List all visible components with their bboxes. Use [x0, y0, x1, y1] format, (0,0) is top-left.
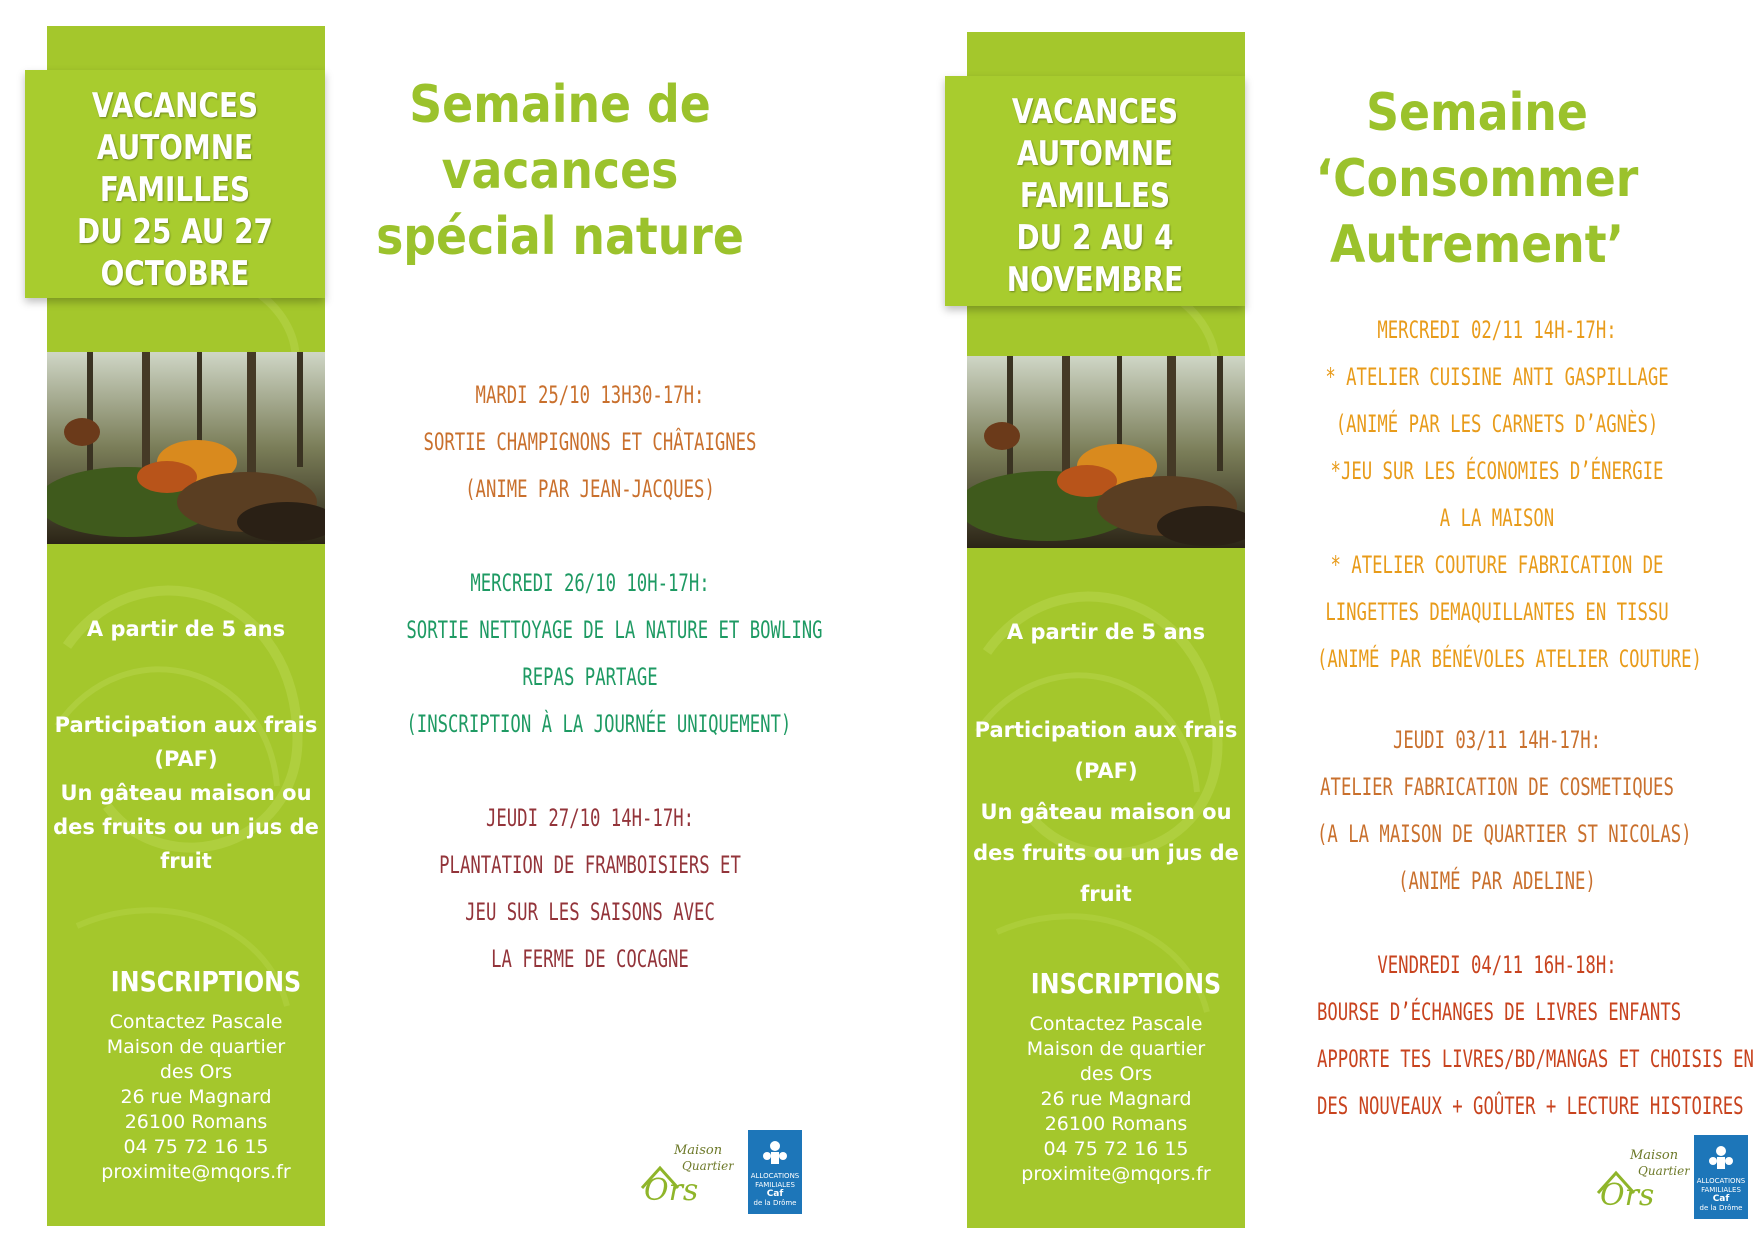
contact-line: Contactez Pascale — [109, 1011, 283, 1033]
event-line: (A LA MAISON DE QUARTIER ST NICOLAS) — [1317, 820, 1692, 848]
event-line: JEUDI 27/10 14H-17H: — [485, 804, 695, 832]
event-line: (ANIMÉ PAR LES CARNETS D’AGNÈS) — [1335, 410, 1659, 438]
event-line: JEU SUR LES SAISONS AVEC — [465, 898, 715, 926]
event-line: LA FERME DE COCAGNE — [491, 945, 689, 973]
forest-photo — [47, 352, 325, 544]
caf-line: FAMILIALES — [755, 1181, 795, 1189]
svg-text:Quartier: Quartier — [682, 1159, 734, 1173]
maison-quartier-logo — [638, 1138, 734, 1204]
banner-line: AUTOMNE — [1016, 134, 1174, 174]
contact-line: des Ors — [159, 1061, 233, 1083]
event-line: SORTIE NETTOYAGE DE LA NATURE ET BOWLING — [406, 616, 823, 644]
event-thursday — [1247, 717, 1747, 905]
event-line: BOURSE D’ÉCHANGES DE LIVRES ENFANTS — [1317, 998, 1682, 1026]
event-line: (ANIMÉ PAR BÉNÉVOLES ATELIER COUTURE) — [1317, 645, 1702, 673]
fees-line: Un gâteau maison ou — [980, 800, 1232, 824]
contact-block — [967, 1012, 1265, 1187]
forest-photo — [967, 356, 1245, 548]
banner-line: DU 2 AU 4 — [1016, 218, 1174, 258]
event-line: VENDREDI 04/11 16H-18H: — [1377, 951, 1617, 979]
contact-line: Maison de quartier — [106, 1036, 286, 1058]
event-line: (ANIME PAR JEAN-JACQUES) — [465, 475, 715, 503]
caf-line: ALLOCATIONS — [750, 1172, 800, 1180]
event-line: MERCREDI 02/11 14H-17H: — [1377, 316, 1617, 344]
title-line: Semaine — [1366, 83, 1588, 143]
fees-line: (PAF) — [1074, 759, 1138, 783]
event-line: PLANTATION DE FRAMBOISIERS ET — [439, 851, 741, 879]
date-banner — [25, 70, 325, 298]
event-tuesday — [335, 372, 845, 513]
event-line: JEUDI 03/11 14H-17H: — [1392, 726, 1602, 754]
title-line: spécial nature — [376, 207, 744, 267]
caf-line: Caf — [766, 1189, 784, 1199]
age-label: A partir de 5 ans — [1006, 620, 1206, 644]
banner-line: VACANCES — [1011, 92, 1179, 132]
inscriptions-heading — [67, 965, 345, 998]
page-title — [1292, 80, 1662, 278]
caf-line: ALLOCATIONS — [1696, 1177, 1746, 1185]
event-thursday — [335, 795, 845, 983]
event-line: SORTIE CHAMPIGNONS ET CHÂTAIGNES — [423, 428, 757, 456]
banner-line: DU 25 AU 27 — [77, 212, 273, 252]
page-title — [366, 72, 753, 270]
fees-line: fruit — [1080, 882, 1132, 906]
age-info — [47, 617, 325, 641]
contact-line: 26100 Romans — [124, 1111, 268, 1133]
maison-quartier-logo — [1594, 1143, 1690, 1209]
caf-symbol-icon — [1705, 1141, 1737, 1173]
fees-line: Participation aux frais — [54, 713, 318, 737]
svg-text:Ors: Ors — [1600, 1178, 1655, 1209]
fees-line: Participation aux frais — [974, 718, 1238, 742]
fees-line: fruit — [160, 849, 212, 873]
events-list — [335, 372, 845, 972]
contact-line: 04 75 72 16 15 — [123, 1136, 269, 1158]
event-line: ATELIER FABRICATION DE COSMETIQUES — [1320, 773, 1674, 801]
event-line: MARDI 25/10 13H30-17H: — [475, 381, 705, 409]
event-line: (INSCRIPTION À LA JOURNÉE UNIQUEMENT) — [406, 710, 792, 738]
flyer-panel-right — [877, 0, 1754, 1240]
logos — [638, 1130, 808, 1220]
banner-line: AUTOMNE — [96, 128, 254, 168]
fees-info — [967, 710, 1245, 915]
contact-line: Maison de quartier — [1026, 1038, 1206, 1060]
event-line: * ATELIER COUTURE FABRICATION DE — [1330, 551, 1664, 579]
date-banner — [945, 76, 1245, 306]
caf-symbol-icon — [759, 1136, 791, 1168]
svg-text:Ors: Ors — [644, 1173, 699, 1204]
fees-info — [47, 708, 325, 878]
caf-logo — [748, 1130, 802, 1214]
caf-logo — [1694, 1135, 1748, 1219]
svg-text:Quartier: Quartier — [1638, 1164, 1690, 1178]
inscriptions-title: INSCRIPTIONS — [110, 965, 302, 998]
event-line: REPAS PARTAGE — [522, 663, 658, 691]
contact-line: 26 rue Magnard — [1040, 1088, 1192, 1110]
fees-line: (PAF) — [154, 747, 218, 771]
age-label: A partir de 5 ans — [86, 617, 286, 641]
event-wednesday — [1247, 307, 1747, 683]
fees-line: Un gâteau maison ou — [60, 781, 312, 805]
contact-line: des Ors — [1079, 1063, 1153, 1085]
event-line: MERCREDI 26/10 10H-17H: — [470, 569, 710, 597]
event-line: LINGETTES DEMAQUILLANTES EN TISSU — [1325, 598, 1669, 626]
contact-line: 04 75 72 16 15 — [1043, 1138, 1189, 1160]
age-info — [967, 620, 1245, 644]
title-line: Autrement’ — [1329, 215, 1625, 275]
caf-line: de la Drôme — [753, 1199, 797, 1207]
event-line: A LA MAISON — [1439, 504, 1555, 532]
title-line: ‘Consommer — [1315, 149, 1639, 209]
logos — [1594, 1135, 1754, 1225]
events-list — [1247, 307, 1754, 1137]
inscriptions-title: INSCRIPTIONS — [1030, 967, 1222, 1000]
caf-line: Caf — [1712, 1194, 1730, 1204]
banner-line: OCTOBRE — [100, 254, 250, 294]
fees-line: des fruits ou un jus de — [53, 815, 319, 839]
title-line: vacances — [441, 141, 679, 201]
event-line: DES NOUVEAUX + GOÛTER + LECTURE HISTOIRES — [1317, 1092, 1744, 1120]
contact-line: 26100 Romans — [1044, 1113, 1188, 1135]
event-line: * ATELIER CUISINE ANTI GASPILLAGE — [1325, 363, 1669, 391]
caf-line: FAMILIALES — [1701, 1186, 1741, 1194]
event-line: *JEU SUR LES ÉCONOMIES D’ÉNERGIE — [1330, 457, 1664, 485]
banner-line: FAMILLES — [1019, 176, 1171, 216]
banner-line: FAMILLES — [99, 170, 251, 210]
event-line: APPORTE TES LIVRES/BD/MANGAS ET CHOISIS EN — [1317, 1045, 1754, 1073]
fees-line: des fruits ou un jus de — [973, 841, 1239, 865]
contact-line: Contactez Pascale — [1029, 1013, 1203, 1035]
title-line: Semaine de — [409, 75, 711, 135]
contact-block — [47, 1010, 345, 1185]
event-wednesday — [335, 560, 845, 748]
svg-text:Maison: Maison — [1630, 1148, 1679, 1163]
caf-line: de la Drôme — [1699, 1204, 1743, 1212]
contact-email: proximite@mqors.fr — [101, 1161, 291, 1183]
event-friday — [1247, 942, 1754, 1130]
contact-email: proximite@mqors.fr — [1021, 1163, 1211, 1185]
banner-line: NOVEMBRE — [1006, 260, 1184, 300]
svg-text:Maison: Maison — [674, 1143, 723, 1158]
contact-line: 26 rue Magnard — [120, 1086, 272, 1108]
inscriptions-heading — [987, 967, 1265, 1000]
event-line: (ANIMÉ PAR ADELINE) — [1398, 867, 1596, 895]
banner-line: VACANCES — [91, 86, 259, 126]
